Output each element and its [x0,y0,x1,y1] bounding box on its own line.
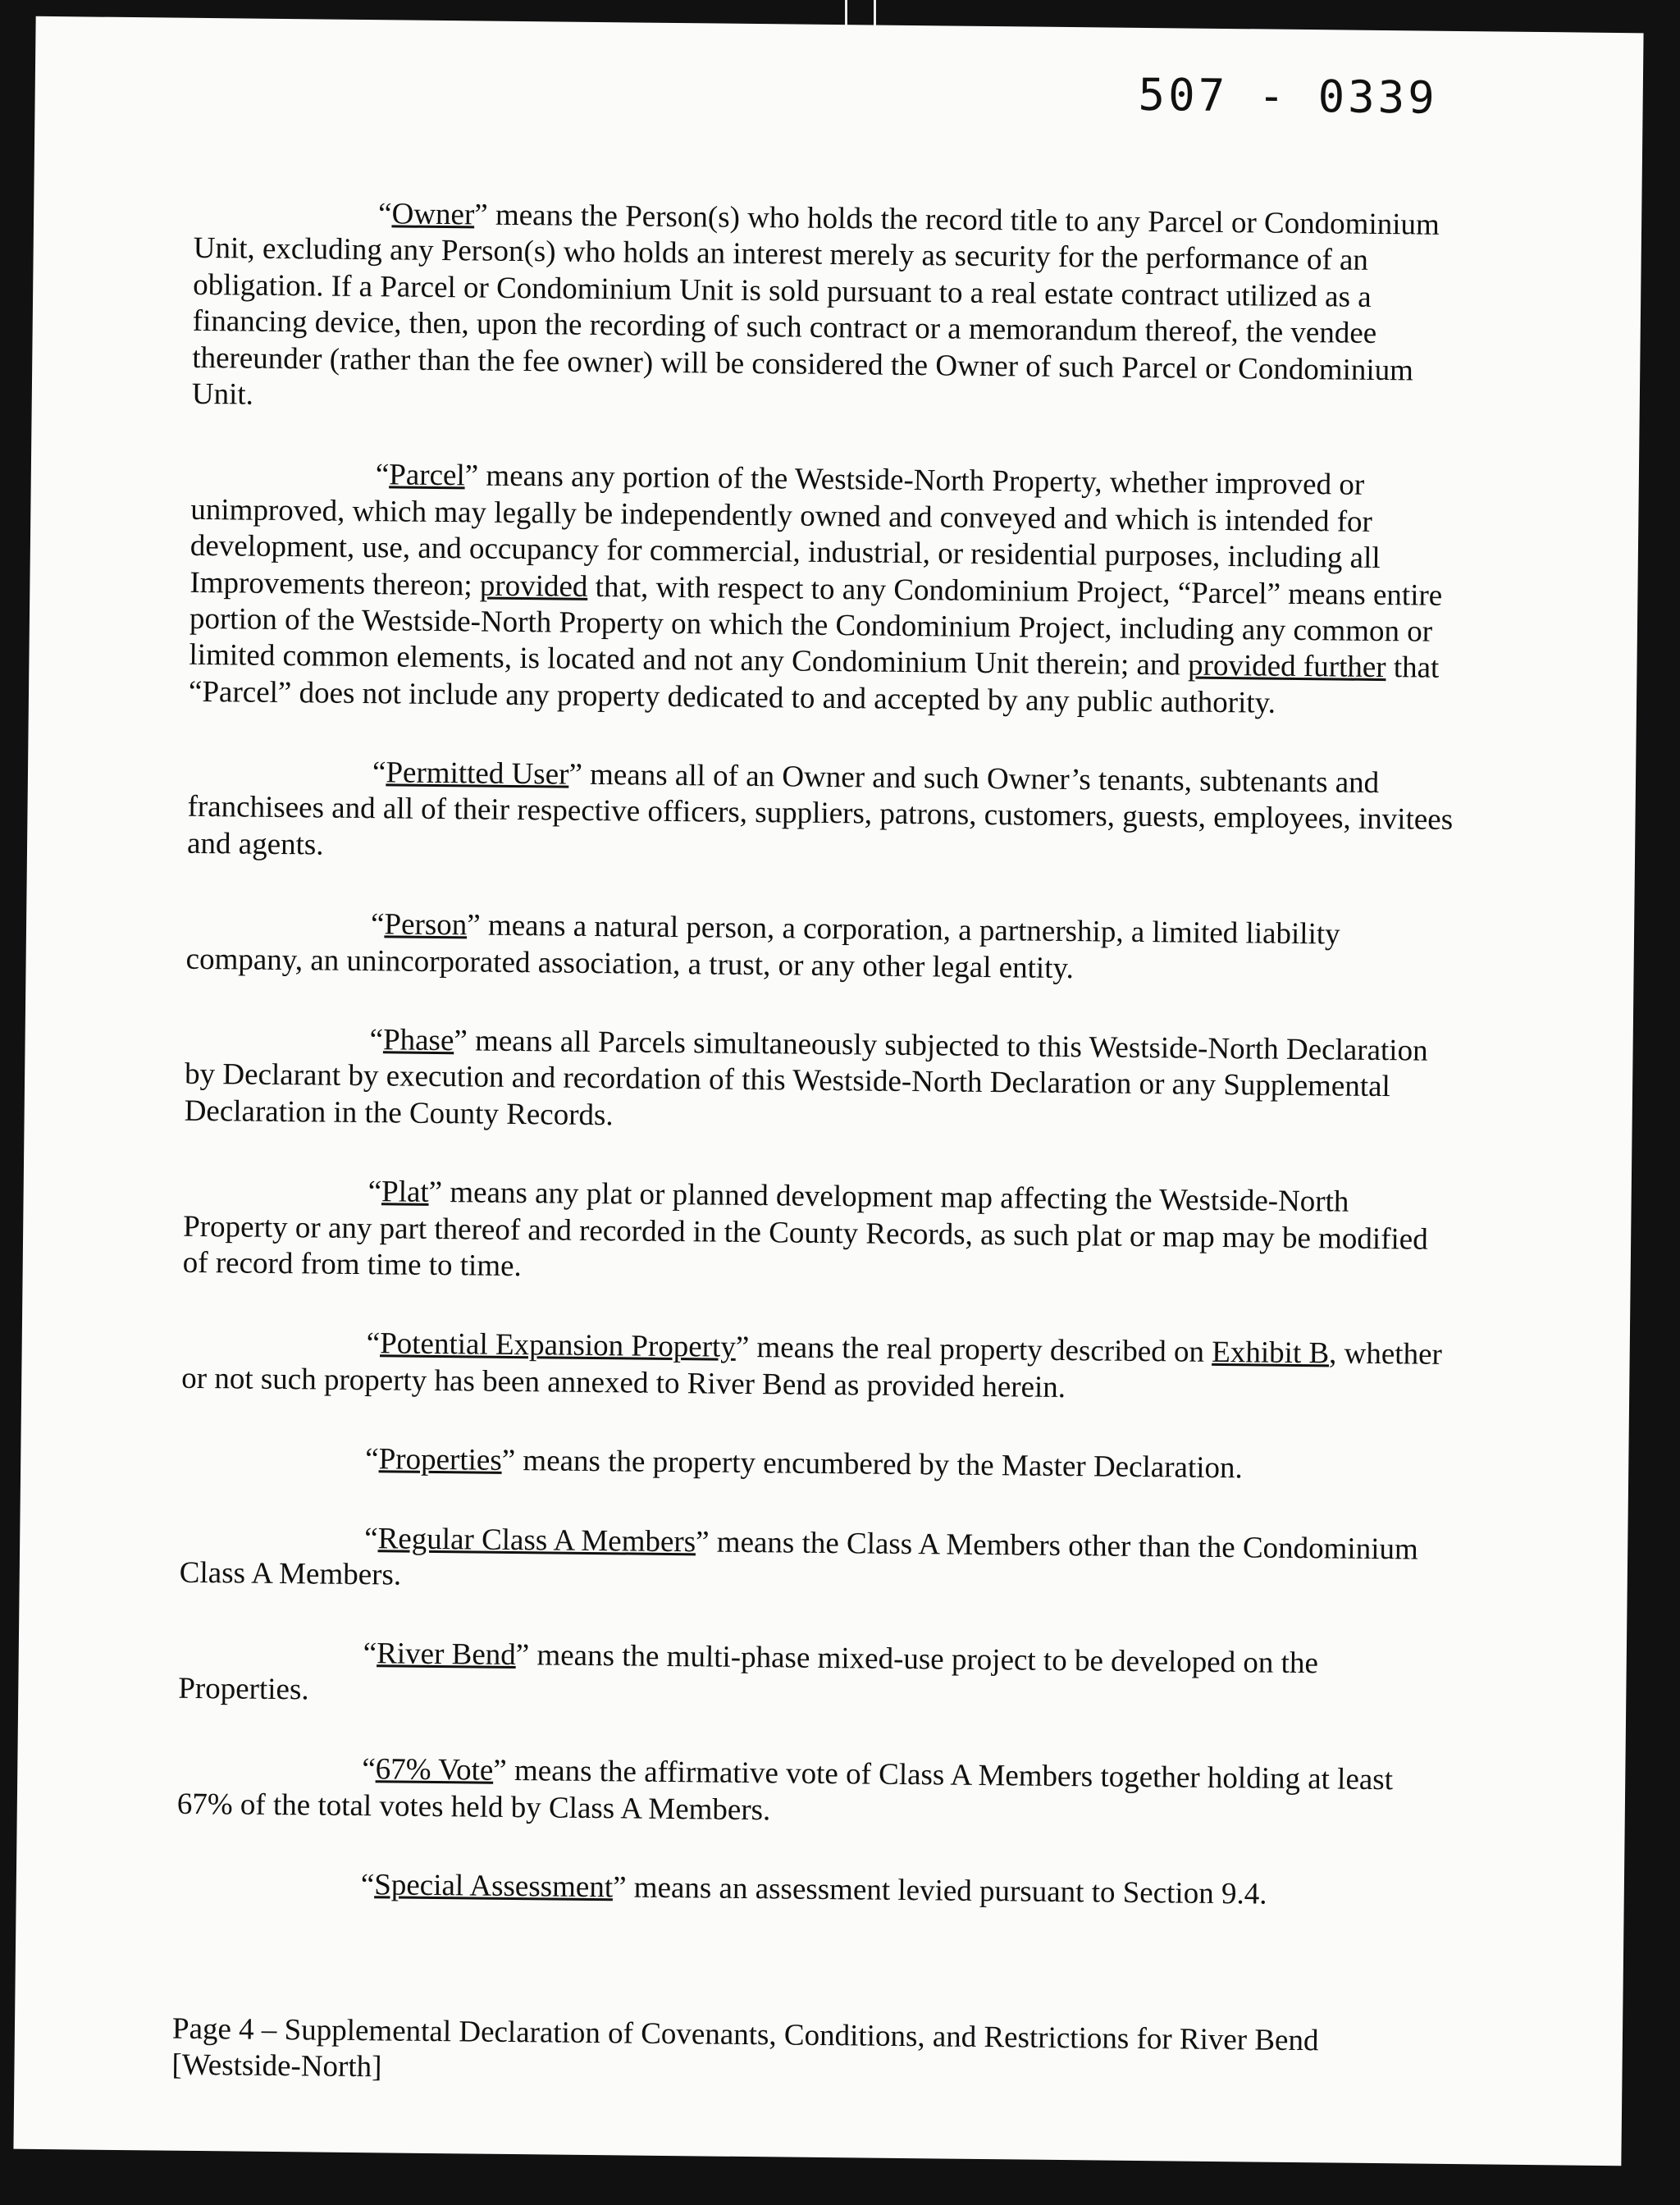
definition-text: means the multi-phase mixed-use project to be developed on the Properties. [178,1638,1319,1707]
definition-potential-expansion-property: “Potential Expansion Property” means the real property described on Exhibit B, whether or not such property has been annexed to River Bend as provided herein. [181,1326,1443,1404]
scan-artifact [874,0,876,26]
definition-text: means an assessment levied pursuant to Section 9.4. [626,1870,1267,1911]
definition-text: means any portion of the Westside-North Property, whether improved or unimproved, which may legally be independently owned and conveyed and which is intended for development, use, and occupancy for commercial, industrial, or residential purposes, including all Improvements thereon; [189,459,1381,603]
definition-phase: “Phase” means all Parcels simultaneously subjected to this Westside-North Declaration by Declarant by execution and recordation of this Westside-North Declaration or any Supplemental Declaration in the County Records. [184,1023,1428,1133]
document-number-stamp: 507 - 0339 [1138,68,1439,124]
definition-text: means all Parcels simultaneously subjected to this Westside-North Declaration by Declarant by execution and recordation of this Westside-North Declaration or any Supplemental Declaration in the County Records. [184,1024,1428,1133]
scan-artifact [845,0,847,26]
defined-term: Properties [378,1442,502,1478]
underlined-word: provided [479,568,588,604]
definition-text: means all of an Owner and such Owner’s tenants, subtenants and franchisees and all of their respective officers, suppliers, patrons, customers, guests, employees, invitees and agents. [186,757,1454,862]
definition-text: that “Parcel” does not include any property dedicated to and accepted by any public authority. [188,651,1440,720]
definition-text: means the property encumbered by the Master Declaration. [514,1444,1243,1486]
defined-term: Special Assessment [374,1868,614,1905]
defined-term: Potential Expansion Property [379,1326,737,1365]
footer-line-2: [Westside-North] [171,2048,382,2084]
definition-plat: “Plat” means any plat or planned development map affecting the Westside-North Property or any part thereof and recorded in the County Records, as such plat or map may be modified of record from time to time. [182,1175,1428,1284]
document-page [13,16,1643,2166]
definition-67-percent-vote: “67% Vote” means the affirmative vote of Class A Members together holding at least 67% of the total votes held by Class A Members. [176,1752,1394,1827]
definition-text: that, with respect to any Condominium Project, “Parcel” means entire portion of the Westside-North Property on which the Condominium Project, including any common or limited common elements, is located and not any Condominium Unit therein; and [189,569,1443,682]
definitions-list [176,194,1465,1957]
defined-term: 67% Vote [375,1752,494,1787]
page-footer [171,2011,1452,2098]
exhibit-reference: Exhibit B [1212,1335,1330,1371]
definition-text: means the Person(s) who holds the record title to any Parcel or Condominium Unit, excluding any Person(s) who holds an interest merely as security for the performance of an obligation. If a Parcel or Condominium Unit is sold pursuant to a real estate contract utilized as a financing device, then, upon the recording of such contract or a memorandum thereof, the vendee thereunder (rather than the fee owner) will be considered the Owner of such Parcel or Condominium Unit. [191,198,1440,412]
definition-owner: “Owner” means the Person(s) who holds the record title to any Parcel or Condominium Unit, excluding any Person(s) who holds an interest merely as security for the performance of an obligation. If a Parcel or Condominium Unit is sold pursuant to a real estate contract utilized as a financing device, then, upon the recording of such contract or a memorandum thereof, the vendee thereunder (rather than the fee owner) will be considered the Owner of such Parcel or Condominium Unit. [191,197,1440,412]
definition-text: means any plat or planned development map affecting the Westside-North Property or any part thereof and recorded in the County Records, as such plat or map may be modified of record from time to time. [182,1176,1428,1284]
defined-term: Owner [391,197,475,232]
footer-line-1: Page 4 – Supplemental Declaration of Covenants, Conditions, and Restrictions for River Bend [171,2011,1319,2058]
definition-text: means the real property described on [749,1331,1212,1370]
definition-text: means a natural person, a corporation, a partnership, a limited liability company, an unincorporated association, a trust, or any other legal entity. [185,908,1340,985]
definition-text: means the Class A Members other than the Condominium Class A Members. [179,1525,1418,1592]
defined-term: Phase [382,1023,454,1058]
definition-text: , whether or not such property has been annexed to River Bend as provided herein. [181,1336,1443,1404]
defined-term: Parcel [389,458,465,493]
defined-term: Person [384,907,468,943]
definition-person: “Person” means a natural person, a corporation, a partnership, a limited liability company, an unincorporated association, a trust, or any other legal entity. [185,907,1340,985]
defined-term: River Bend [377,1637,516,1673]
definition-river-bend: “River Bend” means the multi-phase mixed-use project to be developed on the Properties. [178,1637,1319,1707]
defined-term: Regular Class A Members [377,1521,696,1559]
definition-regular-class-a-members: “Regular Class A Members” means the Class A Members other than the Condominium Class A Members. [179,1521,1418,1592]
definition-parcel: “Parcel” means any portion of the Westside-North Property, whether improved or unimproved, which may legally be independently owned and conveyed and which is intended for development, use, and occupancy for commercial, industrial, or residential purposes, including all Improvements thereon; provided that, with respect to any Condominium Project, “Parcel” means entire portion of the Westside-North Property on which the Condominium Project, including any common or limited common elements, is located and not any Condominium Unit therein; and provided further that “Parcel” does not include any property dedicated to and accepted by any public authority. [188,458,1443,720]
defined-term: Plat [381,1175,429,1210]
definition-text: means the affirmative vote of Class A Members together holding at least 67% of the total votes held by Class A Members. [176,1754,1394,1827]
definition-properties: “Properties” means the property encumbered by the Master Declaration. [365,1442,1243,1486]
definition-special-assessment: “Special Assessment” means an assessment levied pursuant to Section 9.4. [360,1867,1267,1911]
underlined-word: provided further [1187,648,1386,685]
definition-permitted-user: “Permitted User” means all of an Owner and such Owner’s tenants, subtenants and franchisees and all of their respective officers, suppliers, patrons, customers, guests, employees, invitees and agents. [186,756,1454,862]
defined-term: Permitted User [386,756,569,792]
